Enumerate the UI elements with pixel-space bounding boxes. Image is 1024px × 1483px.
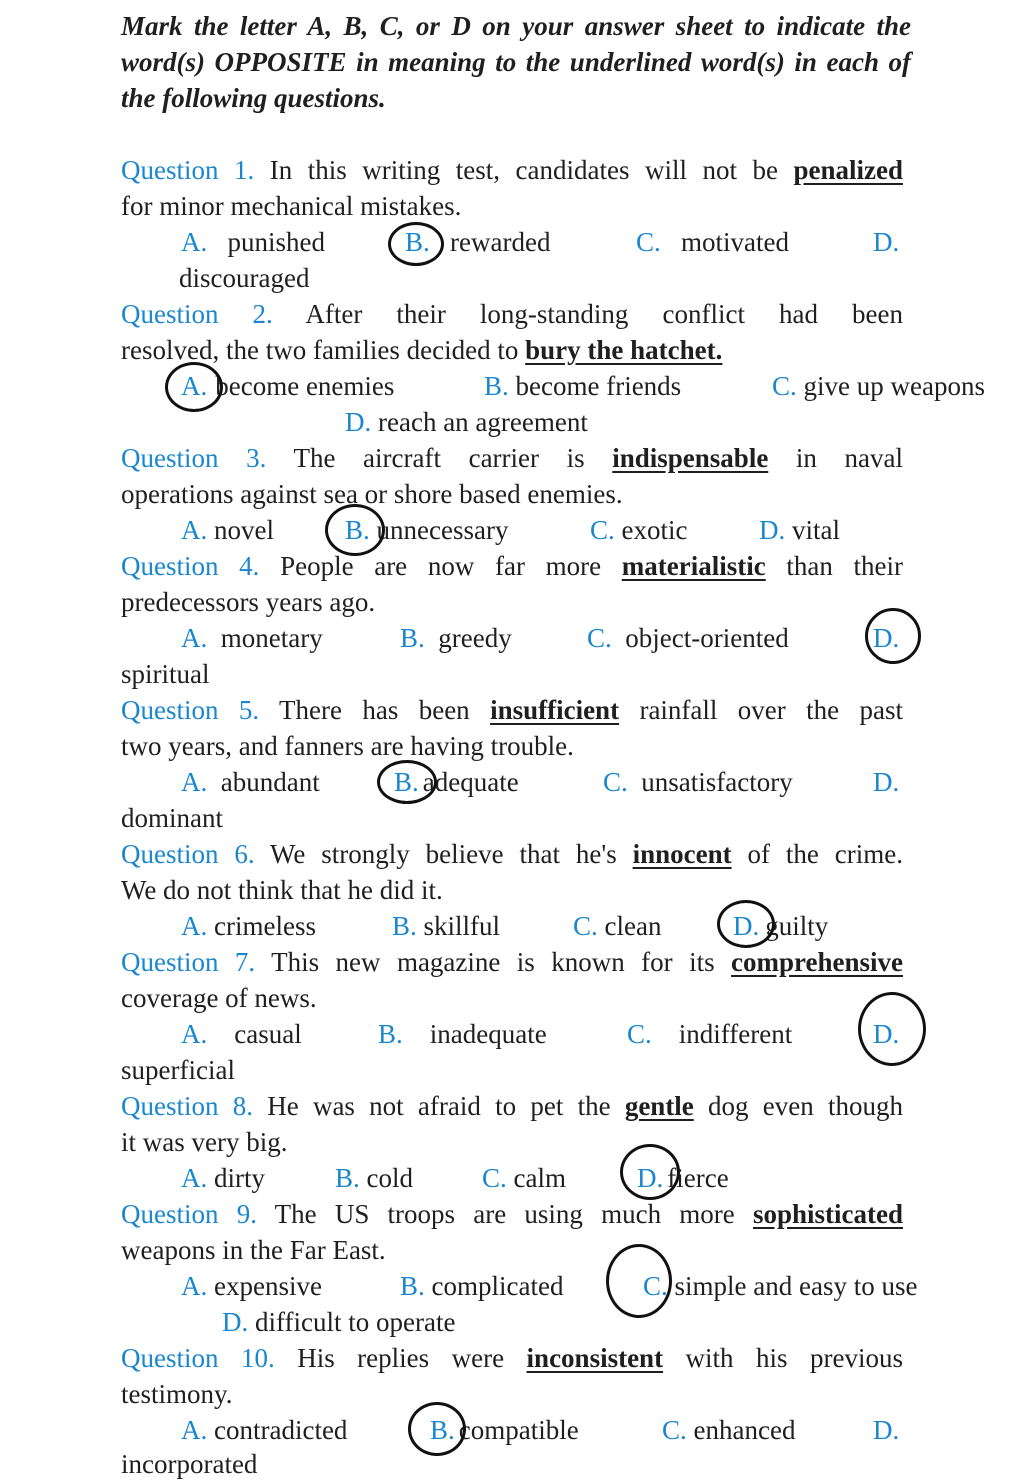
question-text: After their long-standing conflict had been <box>272 299 904 329</box>
option-b[interactable]: B. inadequate <box>378 1019 547 1049</box>
option-d[interactable]: D. <box>873 767 900 797</box>
question-2 <box>121 296 903 332</box>
option-b[interactable]: B. rewarded <box>405 227 551 257</box>
option-a[interactable]: A. crimeless <box>181 911 316 941</box>
question-label: Question 9. <box>121 1199 257 1229</box>
question-text: There has been <box>259 695 491 725</box>
answer-circle <box>858 992 926 1066</box>
option-a[interactable]: A. expensive <box>181 1271 322 1301</box>
question-text-cont: predecessors years ago. <box>121 587 376 617</box>
answer-circle <box>717 900 775 948</box>
question-text: rainfall over the past <box>619 695 903 725</box>
option-d-text: superficial <box>121 1055 235 1085</box>
question-5 <box>121 692 903 728</box>
option-b[interactable]: B. complicated <box>400 1271 564 1301</box>
question-text-cont: coverage of news. <box>121 983 317 1013</box>
question-text-cont: testimony. <box>121 1379 233 1409</box>
answer-circle <box>377 760 437 804</box>
option-c[interactable]: C. clean <box>573 911 662 941</box>
question-8 <box>121 1088 903 1124</box>
option-a[interactable]: A. abundant <box>181 767 320 797</box>
option-d[interactable]: D. difficult to operate <box>222 1307 456 1337</box>
option-d[interactable]: D. <box>873 1019 900 1049</box>
question-text-cont: resolved, the two families decided to bury the hatchet. <box>121 335 723 365</box>
option-d-text: discouraged <box>179 263 310 293</box>
option-d[interactable]: D. vital <box>759 515 840 545</box>
option-b[interactable]: B. skillful <box>392 911 501 941</box>
option-d[interactable]: D. fierce <box>637 1163 729 1193</box>
question-1 <box>121 152 903 188</box>
underlined-word: innocent <box>632 839 732 869</box>
answer-circle <box>388 222 444 266</box>
question-label: Question 1. <box>121 155 255 185</box>
question-text: His replies were <box>274 1343 527 1373</box>
answer-circle <box>606 1244 672 1318</box>
option-a[interactable]: A. casual <box>181 1019 302 1049</box>
option-d[interactable]: D. <box>873 1415 900 1445</box>
question-6 <box>121 836 903 872</box>
option-c[interactable]: C. simple and easy to use <box>643 1271 918 1301</box>
question-10 <box>121 1340 903 1376</box>
option-c[interactable]: C. unsatisfactory <box>603 767 793 797</box>
question-text: People are now far more <box>259 551 622 581</box>
instructions: Mark the letter A, B, C, or D on your answer sheet to indicate the word(s) OPPOSITE in meaning to the underlined word(s) in each of the following questions. <box>121 11 911 113</box>
underlined-word: gentle <box>624 1091 694 1121</box>
answer-circle <box>620 1144 680 1200</box>
question-label: Question 4. <box>121 551 260 581</box>
option-a[interactable]: A. punished <box>181 227 325 257</box>
option-a[interactable]: A. monetary <box>181 623 323 653</box>
question-text-cont: weapons in the Far East. <box>121 1235 386 1265</box>
question-text: of the crime. <box>731 839 903 869</box>
option-c[interactable]: C. indifferent <box>627 1019 793 1049</box>
question-text: In this writing test, candidates will not be <box>254 155 794 185</box>
option-d-text: incorporated <box>121 1449 258 1479</box>
option-d-text: spiritual <box>121 659 210 689</box>
option-c[interactable]: C. give up weapons <box>772 371 985 401</box>
option-b[interactable]: B. become friends <box>484 371 682 401</box>
question-label: Question 2. <box>121 299 273 329</box>
option-a[interactable]: A. dirty <box>181 1163 265 1193</box>
option-a[interactable]: A. contradicted <box>181 1415 348 1445</box>
option-d[interactable]: D. guilty <box>733 911 829 941</box>
underlined-word: comprehensive <box>731 947 903 977</box>
question-text: The aircraft carrier is <box>266 443 613 473</box>
question-label: Question 6. <box>121 839 255 869</box>
question-text-cont: operations against sea or shore based enemies. <box>121 479 623 509</box>
option-d-text: dominant <box>121 803 223 833</box>
question-label: Question 7. <box>121 947 256 977</box>
option-b[interactable]: B. adequate <box>394 767 519 797</box>
underlined-word: sophisticated <box>752 1199 904 1229</box>
question-label: Question 10. <box>121 1343 275 1373</box>
question-text-cont: We do not think that he did it. <box>121 875 443 905</box>
underlined-word: materialistic <box>621 551 766 581</box>
question-text-cont: for minor mechanical mistakes. <box>121 191 462 221</box>
question-text: This new magazine is known for its <box>255 947 732 977</box>
option-b[interactable]: B. greedy <box>400 623 512 653</box>
question-label: Question 3. <box>121 443 267 473</box>
question-text: We strongly believe that he's <box>254 839 633 869</box>
option-d[interactable]: D. <box>873 227 900 257</box>
option-c[interactable]: C. exotic <box>590 515 688 545</box>
question-label: Question 8. <box>121 1091 253 1121</box>
option-b[interactable]: B. compatible <box>430 1415 579 1445</box>
question-9 <box>121 1196 903 1232</box>
option-d[interactable]: D. reach an agreement <box>345 407 588 437</box>
question-4 <box>121 548 903 584</box>
question-3 <box>121 440 903 476</box>
answer-circle <box>865 608 921 664</box>
option-c[interactable]: C. enhanced <box>662 1415 796 1445</box>
question-text: than their <box>765 551 904 581</box>
option-c[interactable]: C. object-oriented <box>587 623 789 653</box>
question-label: Question 5. <box>121 695 260 725</box>
answer-circle <box>165 362 223 412</box>
question-text: dog even though <box>693 1091 903 1121</box>
option-a[interactable]: A. become enemies <box>181 371 395 401</box>
question-text: The US troops are using much more <box>256 1199 753 1229</box>
question-7 <box>121 944 903 980</box>
underlined-word: penalized <box>793 155 903 185</box>
question-text: in naval <box>768 443 903 473</box>
option-c[interactable]: C. calm <box>482 1163 566 1193</box>
underlined-word: inconsistent <box>526 1343 664 1373</box>
question-text-cont: two years, and fanners are having trouble. <box>121 731 574 761</box>
underlined-word: indispensable <box>612 443 769 473</box>
option-b[interactable]: B. unnecessary <box>345 515 509 545</box>
answer-circle <box>408 1402 466 1456</box>
option-a[interactable]: A. novel <box>181 515 274 545</box>
question-text: with his previous <box>663 1343 903 1373</box>
option-c[interactable]: C. motivated <box>636 227 789 257</box>
underlined-word: bury the hatchet. <box>525 335 723 365</box>
question-text-cont: it was very big. <box>121 1127 288 1157</box>
question-text: He was not afraid to pet the <box>252 1091 625 1121</box>
option-d[interactable]: D. <box>873 623 900 653</box>
option-b[interactable]: B. cold <box>335 1163 414 1193</box>
underlined-word: insufficient <box>490 695 620 725</box>
